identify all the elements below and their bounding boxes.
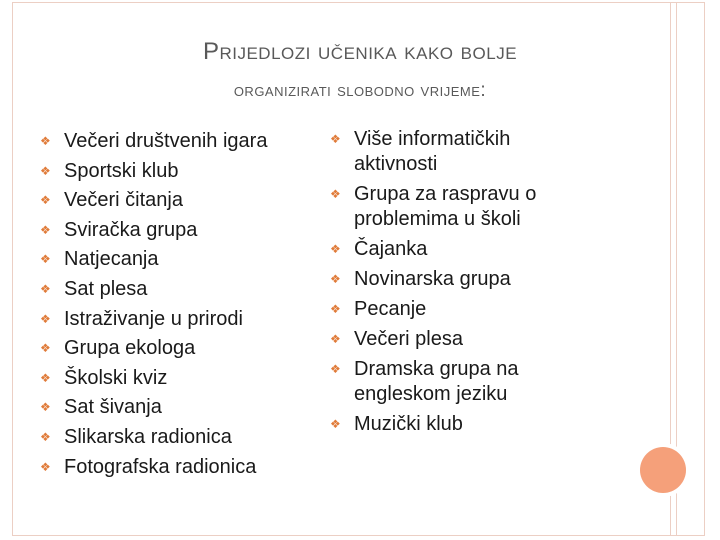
diamond-bullet-icon: ❖ — [40, 134, 51, 148]
diamond-bullet-icon: ❖ — [40, 370, 51, 385]
list-item-text: Slikarska radionica — [64, 425, 232, 448]
list-item-text: Natjecanja — [64, 248, 159, 271]
list-item — [40, 157, 300, 187]
list-item-text: Večeri čitanja — [64, 189, 183, 212]
list-item — [330, 267, 570, 292]
list-item-text: Pecanje — [354, 298, 427, 320]
diamond-bullet-icon: ❖ — [40, 193, 51, 208]
list-item-text: Više informatičkih aktivnosti — [354, 128, 511, 175]
list-item — [40, 393, 300, 423]
diamond-bullet-icon: ❖ — [40, 163, 51, 178]
list-item — [40, 423, 300, 453]
diamond-bullet-icon: ❖ — [330, 362, 341, 376]
list-item — [40, 364, 300, 394]
right-bullet-list — [330, 127, 570, 442]
list-item — [330, 412, 570, 437]
list-item — [40, 453, 300, 483]
decorative-circle — [640, 447, 686, 493]
slide-title-line-2 — [0, 80, 720, 102]
diamond-bullet-icon: ❖ — [40, 400, 51, 415]
list-item-text: Istraživanje u prirodi — [64, 307, 243, 330]
diamond-bullet-icon: ❖ — [330, 242, 341, 256]
diamond-bullet-icon: ❖ — [40, 341, 51, 356]
list-item — [40, 305, 300, 335]
title-text: organizirati slobodno vrijeme: — [233, 80, 487, 101]
list-item — [330, 327, 570, 352]
list-item — [40, 186, 300, 216]
list-item — [40, 216, 300, 246]
list-item — [330, 182, 570, 232]
diamond-bullet-icon: ❖ — [40, 222, 51, 237]
diamond-bullet-icon: ❖ — [40, 252, 51, 267]
list-item-text: Muzički klub — [354, 413, 463, 435]
slide-title-line-1 — [0, 38, 720, 66]
diamond-bullet-icon: ❖ — [330, 187, 341, 201]
list-item-text: Sat šivanja — [64, 396, 162, 419]
list-item — [40, 334, 300, 364]
diamond-bullet-icon: ❖ — [40, 429, 51, 444]
left-bullet-list — [40, 127, 300, 482]
diamond-bullet-icon: ❖ — [330, 272, 341, 286]
diamond-bullet-icon: ❖ — [40, 311, 51, 326]
list-item-text: Sat plesa — [64, 277, 148, 300]
list-item-text: Čajanka — [354, 238, 428, 260]
diamond-bullet-icon: ❖ — [330, 332, 341, 346]
list-item-text: Fotografska radionica — [64, 455, 257, 478]
list-item-text: Novinarska grupa — [354, 268, 511, 290]
list-item — [40, 275, 300, 305]
list-item — [330, 127, 570, 177]
list-item — [40, 127, 300, 157]
list-item — [330, 297, 570, 322]
list-item-text: Večeri plesa — [354, 328, 463, 350]
list-item — [330, 357, 570, 407]
list-item — [330, 237, 570, 262]
list-item-text: Večeri društvenih igara — [64, 130, 268, 152]
list-item-text: Sportski klub — [64, 159, 179, 182]
list-item-text: Grupa za raspravu o problemima u školi — [354, 183, 537, 230]
diamond-bullet-icon: ❖ — [330, 132, 341, 146]
diamond-bullet-icon: ❖ — [330, 417, 341, 431]
list-item — [40, 245, 300, 275]
list-item-text: Dramska grupa na engleskom jeziku — [354, 358, 519, 405]
list-item-text: Sviračka grupa — [64, 218, 198, 241]
diamond-bullet-icon: ❖ — [40, 459, 51, 474]
list-item-text: Grupa ekologa — [64, 337, 196, 360]
diamond-bullet-icon: ❖ — [40, 281, 51, 296]
list-item-text: Školski kviz — [64, 366, 168, 389]
title-text: Prijedlozi učenika kako bolje — [202, 38, 518, 65]
diamond-bullet-icon: ❖ — [330, 302, 341, 316]
